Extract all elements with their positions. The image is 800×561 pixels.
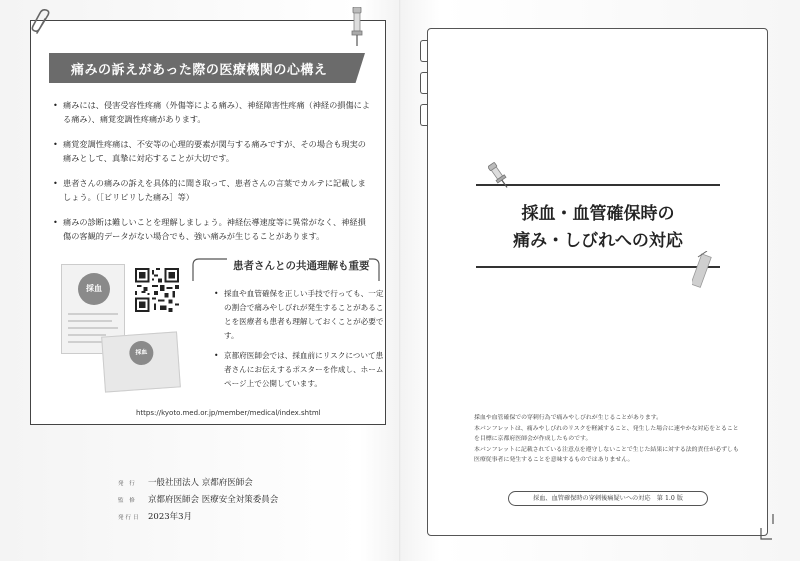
title-rule-top (476, 184, 720, 186)
intro-text (474, 413, 740, 466)
pushpin-icon (350, 7, 364, 47)
colophon (118, 476, 278, 527)
title-rule-bottom (476, 266, 720, 268)
crop-mark (771, 514, 775, 524)
colophon-row (118, 510, 278, 527)
consensus-title: 患者さんとの共通理解も重要 (233, 260, 370, 272)
paperclip-icon (31, 9, 53, 37)
consensus-bracket (191, 255, 381, 283)
consensus-list (214, 287, 384, 397)
colophon-value: 一般社団法人 京都府医師会 (148, 478, 253, 488)
bullet-item: • 痛みの診断は難しいことを理解しましょう。神経伝導速度等に異常がなく、神経損傷の客観的データがない場合でも、強い痛みが生じることがあります。 (53, 215, 373, 243)
intro-paragraph: 本パンフレットに記載されている注意点を遵守しないことで生じた結果に対する法的責任が必ずしも医療従事者に発生することを意味するものではありません。 (474, 446, 739, 463)
colophon-label: 監 修 (118, 498, 137, 504)
cover-title-line1: 採血・血管確保時の (521, 204, 675, 224)
website-url[interactable]: https://kyoto.med.or.jp/member/medical/index.shtml (136, 409, 321, 417)
edition-label: 採血、血管確保時の穿刺後痛疑いへの対応 第 1.0 版 (508, 491, 708, 506)
bullet-item: • 患者さんの痛みの訴えを具体的に聞き取って、患者さんの言葉でカルテに記載しましょう。（［ビリビリした痛み］等） (53, 176, 373, 204)
colophon-label: 発行日 (118, 515, 141, 521)
cover-title (476, 201, 720, 255)
poster-thumbnails (61, 264, 211, 404)
colophon-label: 発 行 (118, 481, 137, 487)
intro-paragraph: 採血や血管確保での穿刺行為で痛みやしびれが生じることがあります。 (474, 415, 663, 421)
colophon-row (118, 476, 278, 493)
intro-paragraph: 本パンフレットは、痛みやしびれのリスクを軽減すること、発生した場合に速やかな対応をとることを目標に京都府医師会が作成したものです。 (474, 425, 739, 442)
section-heading: 痛みの訴えがあった際の医療機関の心構え (71, 63, 328, 78)
colophon-row (118, 493, 278, 510)
poster-card-thumbnail (101, 331, 181, 392)
poster-label: 採血 (78, 273, 110, 305)
colophon-value: 2023年3月 (148, 512, 193, 522)
colophon-value: 京都府医師会 医療安全対策委員会 (148, 495, 279, 505)
bullet-item: • 痛覚変調性疼痛は、不安等の心理的要素が関与する痛みですが、その場合も現実の痛みとして、真摯に対応することが大切です。 (53, 137, 373, 165)
tape-icon (692, 251, 712, 291)
card-label: 採血 (129, 340, 155, 366)
crop-mark (760, 528, 772, 540)
left-page-frame (30, 20, 386, 425)
qr-code-icon (135, 268, 179, 312)
pushpin-icon (488, 162, 510, 190)
page-fold (399, 0, 401, 561)
consensus-item: • 京都府医師会では、採血前にリスクについて患者さんにお伝えするポスターを作成し、ホームページ上で公開しています。 (214, 349, 384, 391)
consensus-item: • 採血や血管確保を正しい手技で行っても、一定の割合で痛みやしびれが発生することがあることを医療者も患者も理解しておくことが必要です。 (214, 287, 384, 343)
cover-title-line2: 痛み・しびれへの対応 (513, 231, 683, 251)
bullet-item: • 痛みには、侵害受容性疼痛（外傷等による痛み）、神経障害性疼痛（神経の損傷による痛み）、痛覚変調性疼痛があります。 (53, 98, 373, 126)
bullet-list (53, 98, 373, 254)
